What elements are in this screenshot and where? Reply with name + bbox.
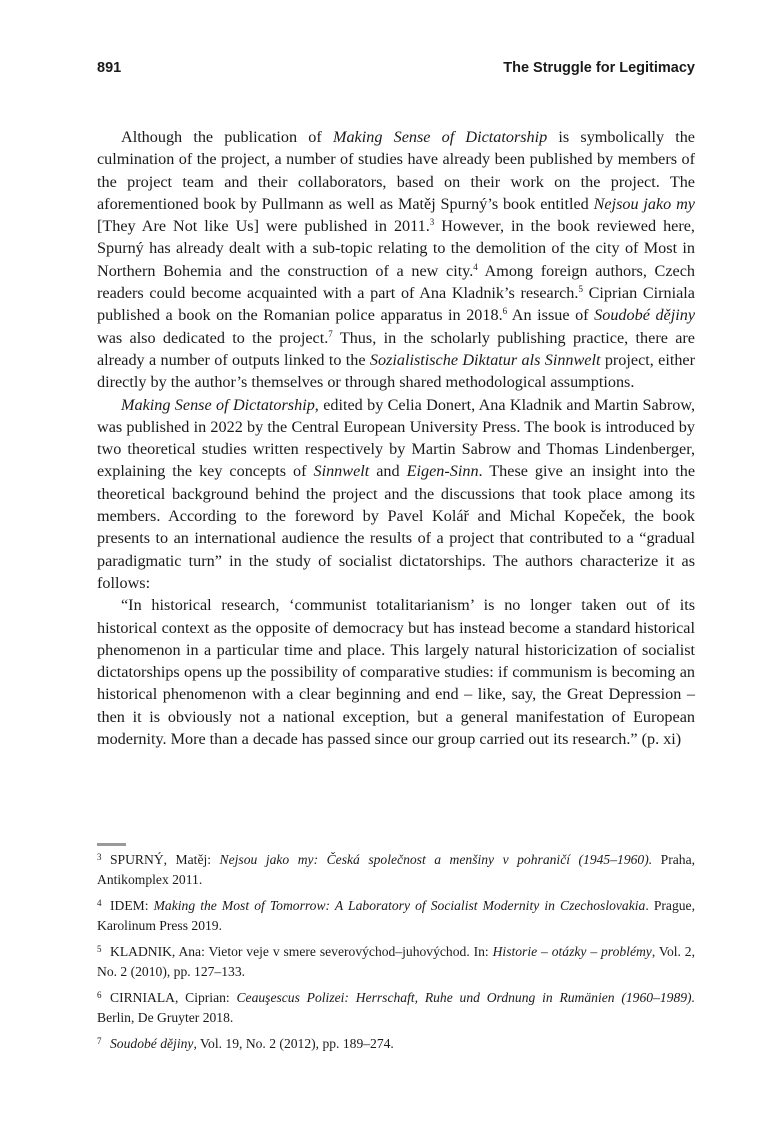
project-title: Sozialistische Diktatur als Sinnwelt [369,350,601,369]
book-title: Nejsou jako my [593,194,695,213]
text-run: An issue of [507,306,595,325]
footnote-text: KLADNIK, Ana: Vietor veje v smere severovýchod–juhovýchod. In: [110,944,493,959]
footnote-text: Berlin, De Gruyter 2018. [97,1010,234,1025]
footnote-ref[interactable]: 6 [502,306,508,317]
text-run: Although the publication of [121,128,333,146]
footnote: 5 KLADNIK, Ana: Vietor veje v smere severovýchod–juhovýchod. In: Historie – otázky – problémy, Vol. 2, No. 2 (2010), pp. 127–133. [97,944,695,979]
footnote: 3 SPURNÝ, Matěj: Nejsou jako my: Česká společnost a menšiny v pohraničí (1945–1960). Praha, Antikomplex 2011. [97,852,695,887]
footnote-title: Making the Most of Tomorrow: A Laboratory of Socialist Modernity in Czechoslovakia [153,898,646,913]
footnote-text: Praha, Antikomplex 2011. [97,852,695,887]
footnote-text: IDEM: [110,898,154,913]
text-run: is symbolically the culmination of the project, a number of studies have already been published by members of the project team and their collaborators, based on their work on the project. The aforementioned book by Pullmann as well as Matěj Spurný’s book entitled [97,128,695,213]
footnote-title: Ceauşescus Polizei: Herrschaft, Ruhe und Ordnung in Rumänien (1960–1989). [236,990,695,1005]
text-run: Among foreign authors, Czech readers could become acquainted with a part of Ana Kladnik’s research. [97,261,696,303]
text-run: was also dedicated to the project. [97,328,329,347]
page-number: 891 [97,60,122,76]
footnote: 7 Soudobé dějiny, Vol. 19, No. 2 (2012), pp. 189–274. [97,1036,394,1051]
footnote-ref[interactable]: 5 [578,284,583,295]
concept-term: Sinnwelt [313,462,370,481]
text-run: Ciprian Cirniala published a book on the Romanian police apparatus in 2018. [97,284,695,325]
footnote-title: Nejsou jako my: Česká společnost a menšiny v pohraničí (1945–1960). [219,852,653,867]
page-header [97,60,695,82]
concept-term: Eigen-Sinn [406,462,479,481]
main-text [97,126,695,750]
footnotes [97,850,695,1060]
text-run: Thus, in the scholarly publishing practice, there are already a number of outputs linked to the [97,328,695,369]
running-title: The Struggle for Legitimacy [503,60,695,76]
footnote-text: SPURNÝ, Matěj: [110,852,220,867]
book-title: Making Sense of Dictatorship [332,128,548,146]
footnote-text: . Prague, Karolinum Press 2019. [97,898,695,933]
journal-title: Soudobé dějiny [594,306,695,325]
book-title: Making Sense of Dictatorship [121,395,315,414]
footnote: 4 IDEM: Making the Most of Tomorrow: A Laboratory of Socialist Modernity in Czechoslovakia. Prague, Karolinum Press 2019. [97,898,695,933]
text-run: [They Are Not like Us] were published in 2011. [97,217,430,236]
footnote-separator [97,843,126,846]
footnote-text: CIRNIALA, Ciprian: [110,990,237,1005]
text-run: However, in the book reviewed here, Spurný has already dealt with a sub-topic relating to the demolition of the city of Most in Northern Bohemia and the construction of a new city. [97,217,695,280]
footnote-title: Historie – otázky – problémy [492,944,652,959]
paragraph-1 [97,126,695,394]
footnote-ref[interactable]: 4 [473,261,478,272]
footnote-title: Soudobé dějiny [110,1036,194,1051]
footnote-text: , Vol. 2, No. 2 (2010), pp. 127–133. [97,944,695,979]
text-run: and [369,462,407,481]
text-run: , edited by Celia Donert, Ana Kladnik and Martin Sabrow, was published in 2022 by the Central European University Press. The book is introduced by two theoretical studies written respectively by Martin Sabrow and Thomas Lindenberger, explaining the key concepts of [97,395,695,481]
text-run: . These give an insight into the theoretical background behind the project and the discussions that took place among its members. According to the foreword by Pavel Kolář and Michal Kopeček, the book presents to an international audience the results of a project that contributed to a “gradual paradigmatic turn” in the study of socialist dictatorships. The authors characterize it as follows: [97,462,696,592]
footnote: 6 CIRNIALA, Ciprian: Ceauşescus Polizei: Herrschaft, Ruhe und Ordnung in Rumänien (1960–1989). Berlin, De Gruyter 2018. [97,990,695,1025]
footnote-text: , Vol. 19, No. 2 (2012), pp. 189–274. [193,1036,394,1051]
footnote-ref[interactable]: 7 [328,328,333,339]
paragraph-2 [97,394,695,595]
text-run: project, either directly by the author’s themselves or through shared methodological assumptions. [97,350,695,392]
paragraph-3-quotation: “In historical research, ‘communist totalitarianism’ is no longer taken out of its historical context as the opposite of democracy but has instead become a standard historical phenomenon in a particular time and place. This largely natural historicization of socialist dictatorships opens up the possibility of comparative studies: if communism is becoming an historical phenomenon with a clear beginning and end – like, say, the Great Depression – then it is obviously not a national exception, but a general manifestation of European modernity. More than a decade has passed since our group carried out its research.” (p. xi) [97,596,695,749]
footnote-ref[interactable]: 3 [429,217,435,228]
